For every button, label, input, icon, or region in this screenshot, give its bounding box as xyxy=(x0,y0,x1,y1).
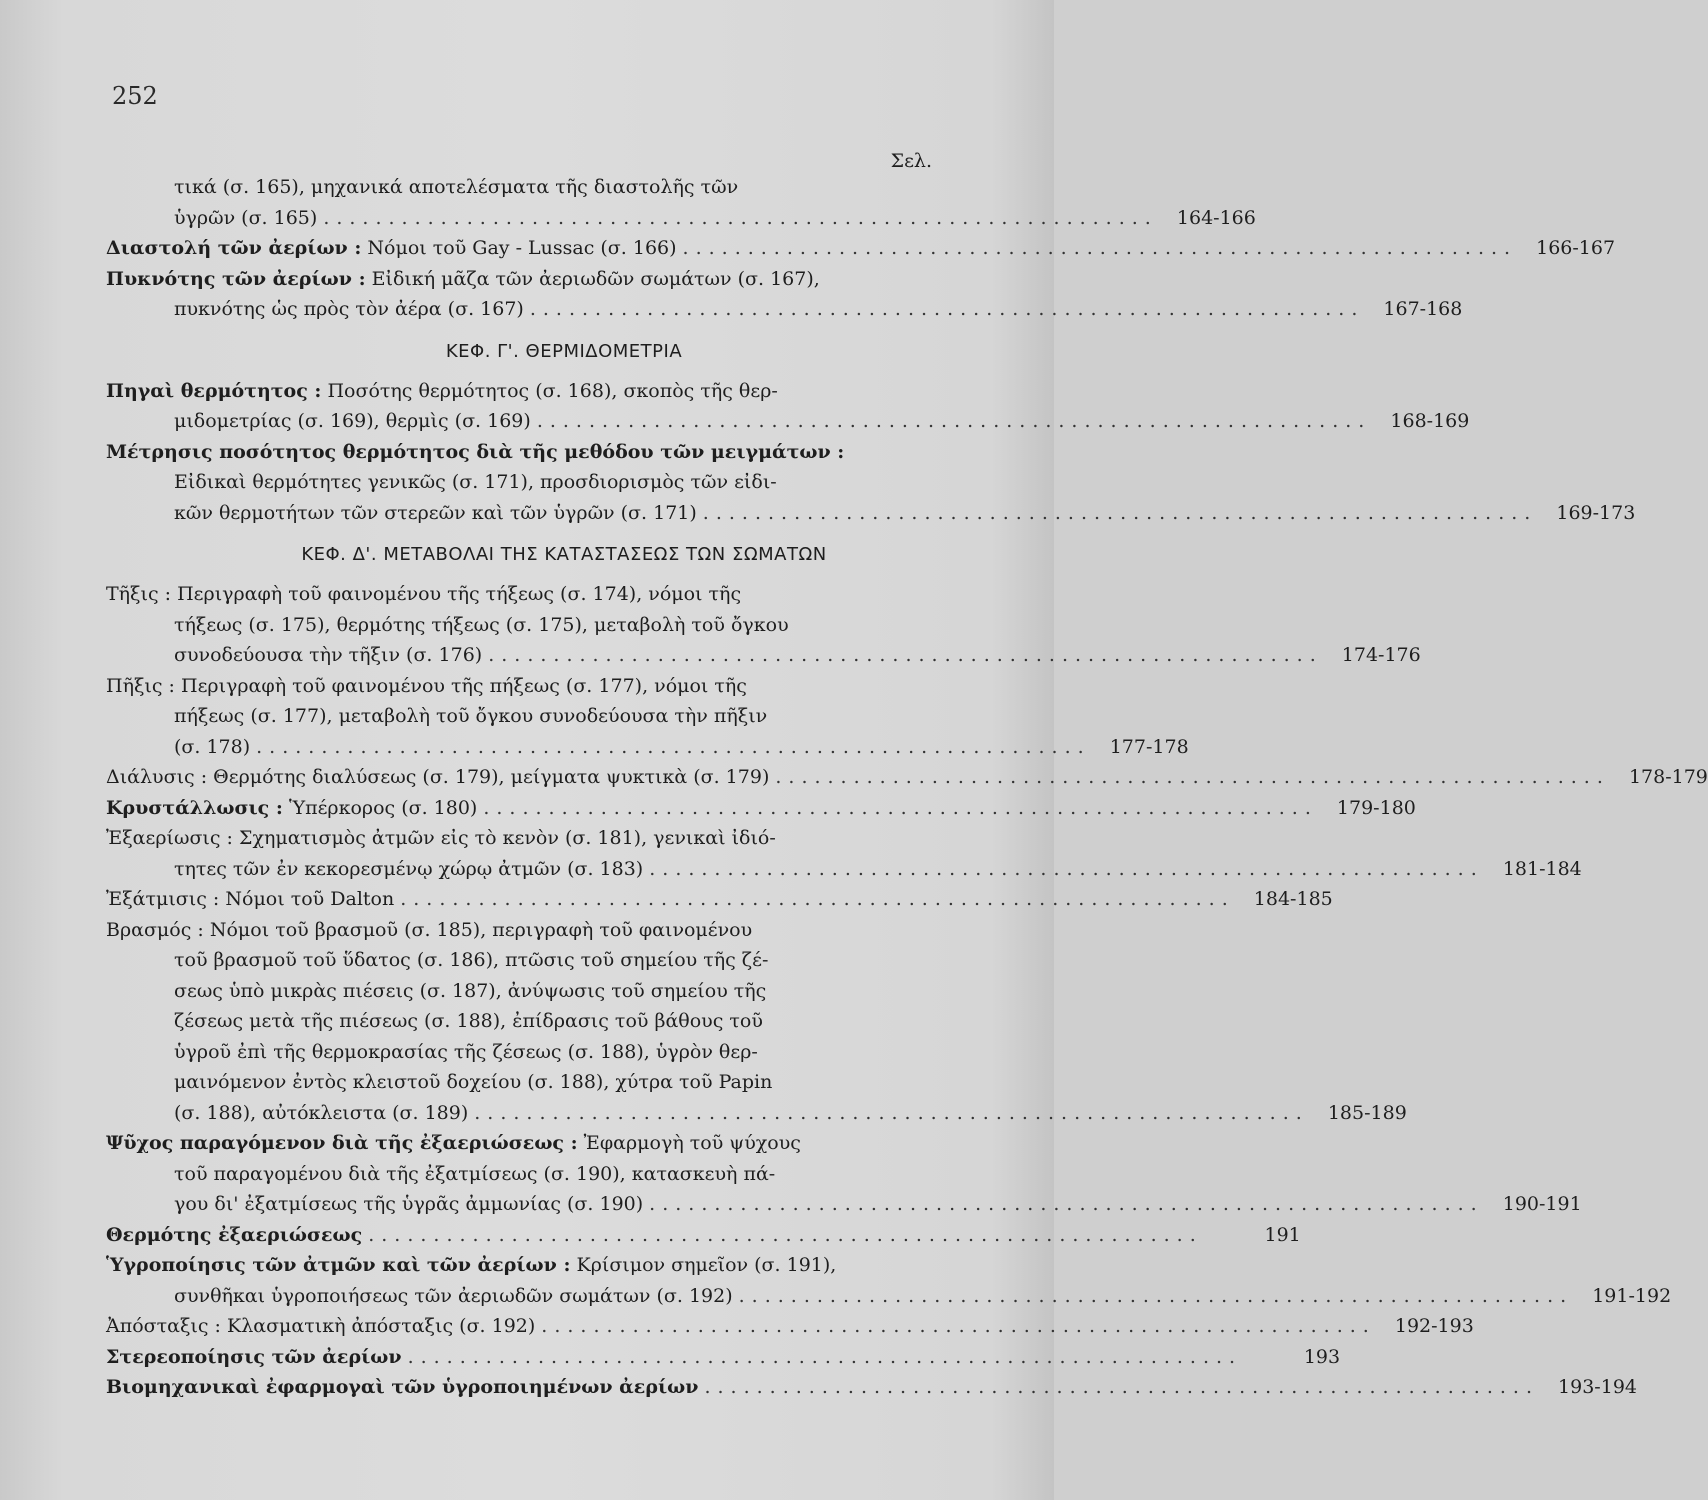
entry-pages: 185-189 xyxy=(1327,1101,1407,1124)
entry-text: Θερμότης διαλύσεως (σ. 179), μείγματα ψυκτικὰ (σ. 179) xyxy=(213,766,770,788)
pages-column-header: Σελ. xyxy=(890,150,932,172)
toc-entry-heat-of-vaporization xyxy=(106,1220,1301,1251)
toc-entry-heat-sources xyxy=(106,376,1470,437)
entry-heading: Διάλυσις : xyxy=(106,766,208,788)
entry-heading: Ὑγροποίησις τῶν ἀτμῶν καὶ τῶν ἀερίων : xyxy=(106,1254,571,1276)
dot-leader: ................................................................ xyxy=(483,796,1318,819)
entry-heading: Μέτρησις ποσότητος θερμότητος διὰ τῆς μεθόδου τῶν μειγμάτων : xyxy=(106,440,845,463)
toc-entry-solidification xyxy=(106,671,1189,763)
entry-text: συνθῆκαι ὑγροποιήσεως τῶν ἀεριωδῶν σωμάτων (σ. 192) xyxy=(174,1284,733,1307)
entry-heading: Πυκνότης τῶν ἀερίων : xyxy=(106,267,366,290)
entry-heading: Θερμότης ἐξαεριώσεως xyxy=(106,1223,363,1246)
entry-heading: Βρασμός : xyxy=(106,918,204,941)
dot-leader: ................................................................ xyxy=(474,1101,1309,1124)
entry-text: Ποσότης θερμότητος (σ. 168), σκοπὸς τῆς θερ- xyxy=(327,379,778,402)
entry-text: Ἐφαρμογὴ τοῦ ψύχους xyxy=(583,1132,801,1154)
entry-text: Ὑπέρκορος (σ. 180) xyxy=(288,796,478,819)
toc-entry-vaporization xyxy=(106,823,1582,884)
entry-text: Σχηματισμὸς ἀτμῶν εἰς τὸ κενὸν (σ. 181), γενικαὶ ἰδιό- xyxy=(239,827,776,849)
entry-pages: 178-179 xyxy=(1628,766,1708,788)
entry-text: τήξεως (σ. 175), θερμότης τήξεως (σ. 175), μεταβολὴ τοῦ ὄγκου xyxy=(174,613,789,636)
entry-heading: Διαστολή τῶν ἀερίων : xyxy=(106,237,362,259)
entry-text: Κλασματικὴ ἀπόσταξις (σ. 192) xyxy=(227,1315,536,1337)
entry-text: Νόμοι τοῦ βρασμοῦ (σ. 185), περιγραφὴ τοῦ φαινομένου xyxy=(209,918,753,941)
entry-pages: 168-169 xyxy=(1390,410,1470,432)
chapter-heading-d: ΚΕΦ. Δ'. ΜΕΤΑΒΟΛΑΙ ΤΗΣ ΚΑΤΑΣΤΑΣΕΩΣ ΤΩΝ ΣΩΜΑΤΩΝ xyxy=(301,544,827,565)
toc-entry-liquefaction xyxy=(106,1250,1672,1311)
dot-leader: ................................................................ xyxy=(536,410,1372,432)
entry-pages: 169-173 xyxy=(1556,501,1636,524)
dot-leader: ................................................................ xyxy=(407,1345,1243,1368)
entry-heading: Ἀπόσταξις : xyxy=(106,1315,221,1337)
entry-pages: 177-178 xyxy=(1109,735,1189,758)
entry-pages: 191-192 xyxy=(1592,1284,1672,1307)
entry-text: πήξεως (σ. 177), μεταβολὴ τοῦ ὄγκου συνοδεύουσα τὴν πῆξιν xyxy=(174,705,768,727)
entry-text: ὑγροῦ ἐπὶ τῆς θερμοκρασίας τῆς ζέσεως (σ. 188), ὑγρὸν θερ- xyxy=(174,1040,758,1063)
entry-pages: 174-176 xyxy=(1341,644,1421,666)
dot-leader: ................................................................ xyxy=(775,766,1610,788)
entry-pages: 191 xyxy=(1264,1223,1301,1246)
dot-leader: ................................................................ xyxy=(541,1315,1376,1337)
entry-heading: Στερεοποίησις τῶν ἀερίων xyxy=(106,1345,402,1368)
entry-text: Περιγραφὴ τοῦ φαινομένου τῆς πήξεως (σ. 177), νόμοι τῆς xyxy=(181,674,747,697)
entry-pages: 167-168 xyxy=(1383,298,1463,320)
entry-text: ὑγρῶν (σ. 165) xyxy=(174,206,318,229)
entry-text: τικά (σ. 165), μηχανικά αποτελέσματα τῆς διαστολῆς τῶν xyxy=(174,176,739,198)
entry-heading: Κρυστάλλωσις : xyxy=(106,796,283,819)
entry-text: σεως ὑπὸ μικρὰς πιέσεις (σ. 187), ἀνύψωσις τοῦ σημείου τῆς xyxy=(174,979,767,1002)
dot-leader: ................................................................ xyxy=(702,501,1538,524)
dot-leader: ................................................................ xyxy=(323,206,1158,229)
toc-entry-industrial-applications xyxy=(106,1372,1637,1403)
entry-heading: Πηγαὶ θερμότητος : xyxy=(106,379,322,402)
entry-text: Εἰδικαὶ θερμότητες γενικῶς (σ. 171), προσδιορισμὸς τῶν εἰδι- xyxy=(174,471,777,493)
entry-text: τοῦ βρασμοῦ τοῦ ὕδατος (σ. 186), πτῶσις τοῦ σημείου τῆς ζέ- xyxy=(174,949,769,971)
toc-entry-distillation xyxy=(106,1311,1474,1342)
toc-entry-dissolution xyxy=(106,762,1708,793)
entry-text: (σ. 178) xyxy=(174,735,251,758)
entry-heading: Βιομηχανικαὶ ἐφαρμογαὶ τῶν ὑγροποιημένων ἀερίων xyxy=(106,1376,699,1398)
entry-text: Περιγραφὴ τοῦ φαινομένου τῆς τήξεως (σ. 174), νόμοι τῆς xyxy=(177,583,742,605)
toc-entry-thermal-expansion-continued xyxy=(106,172,1256,233)
dot-leader: ................................................................ xyxy=(256,735,1091,758)
entry-pages: 192-193 xyxy=(1394,1315,1474,1337)
toc-entry-heat-measurement xyxy=(106,437,1636,529)
toc-entry-cold-by-vaporization xyxy=(106,1128,1582,1220)
table-of-contents xyxy=(106,172,1708,1403)
entry-text: Νόμοι τοῦ Gay - Lussac (σ. 166) xyxy=(367,237,677,259)
entry-heading: Πῆξις : xyxy=(106,674,175,697)
chapter-heading-g: ΚΕΦ. Γ'. ΘΕΡΜΙΔΟΜΕΤΡΙΑ xyxy=(445,340,683,362)
toc-entry-boiling xyxy=(106,915,1407,1129)
toc-entry-gas-density xyxy=(106,264,1463,325)
entry-text: τητες τῶν ἐν κεκορεσμένῳ χώρῳ ἀτμῶν (σ. 183) xyxy=(174,857,644,880)
entry-text: ζέσεως μετὰ τῆς πιέσεως (σ. 188), ἐπίδρασις τοῦ βάθους τοῦ xyxy=(174,1010,763,1032)
toc-entry-crystallization xyxy=(106,793,1416,824)
dot-leader: ................................................................ xyxy=(704,1376,1539,1398)
dot-leader: ................................................................ xyxy=(649,1193,1484,1215)
entry-text: τοῦ παραγομένου διὰ τῆς ἐξατμίσεως (σ. 190), κατασκευὴ πά- xyxy=(174,1162,776,1185)
entry-text: πυκνότης ὡς πρὸς τὸν ἀέρα (σ. 167) xyxy=(174,298,524,320)
page-number: 252 xyxy=(112,82,158,110)
entry-pages: 193-194 xyxy=(1558,1376,1637,1398)
dot-leader: ................................................................ xyxy=(649,857,1484,880)
entry-text: κῶν θερμοτήτων τῶν στερεῶν καὶ τῶν ὑγρῶν (σ. 171) xyxy=(174,501,697,524)
dot-leader: ................................................................ xyxy=(682,237,1518,259)
entry-text: Νόμοι τοῦ Dalton xyxy=(225,888,395,910)
entry-text: συνοδεύουσα τὴν τῆξιν (σ. 176) xyxy=(174,644,483,666)
entry-pages: 181-184 xyxy=(1502,857,1582,880)
entry-pages: 184-185 xyxy=(1253,888,1333,910)
entry-heading: Τῆξις : xyxy=(106,583,172,605)
entry-heading: Ἐξάτμισις : xyxy=(106,888,220,910)
entry-text: μιδομετρίας (σ. 169), θερμὶς (σ. 169) xyxy=(174,410,531,432)
entry-pages: 164-166 xyxy=(1176,206,1256,229)
toc-entry-melting xyxy=(106,579,1421,671)
toc-entry-evaporation xyxy=(106,884,1333,915)
entry-text: μαινόμενον ἐντὸς κλειστοῦ δοχείου (σ. 188), χύτρα τοῦ Papin xyxy=(174,1071,773,1093)
entry-pages: 193 xyxy=(1303,1345,1341,1368)
entry-pages: 166-167 xyxy=(1536,237,1616,259)
dot-leader: ................................................................ xyxy=(738,1284,1574,1307)
entry-text: γου δι' ἐξατμίσεως τῆς ὑγρᾶς ἀμμωνίας (σ. 190) xyxy=(174,1193,644,1215)
entry-text: (σ. 188), αὐτόκλειστα (σ. 189) xyxy=(174,1101,469,1124)
dot-leader: ................................................................ xyxy=(529,298,1365,320)
dot-leader: ................................................................ xyxy=(488,644,1323,666)
dot-leader: ................................................................ xyxy=(368,1223,1203,1246)
entry-heading: Ἐξαερίωσις : xyxy=(106,827,233,849)
dot-leader: ................................................................ xyxy=(400,888,1235,910)
entry-pages: 179-180 xyxy=(1336,796,1416,819)
entry-text: Εἰδική μᾶζα τῶν ἀεριωδῶν σωμάτων (σ. 167), xyxy=(371,267,820,290)
entry-pages: 190-191 xyxy=(1502,1193,1582,1215)
toc-entry-solidification-of-gases xyxy=(106,1342,1341,1373)
toc-entry-gas-expansion xyxy=(106,233,1616,264)
entry-heading: Ψῦχος παραγόμενον διὰ τῆς ἐξαεριώσεως : xyxy=(106,1132,578,1154)
entry-text: Κρίσιμον σημεῖον (σ. 191), xyxy=(576,1254,837,1276)
